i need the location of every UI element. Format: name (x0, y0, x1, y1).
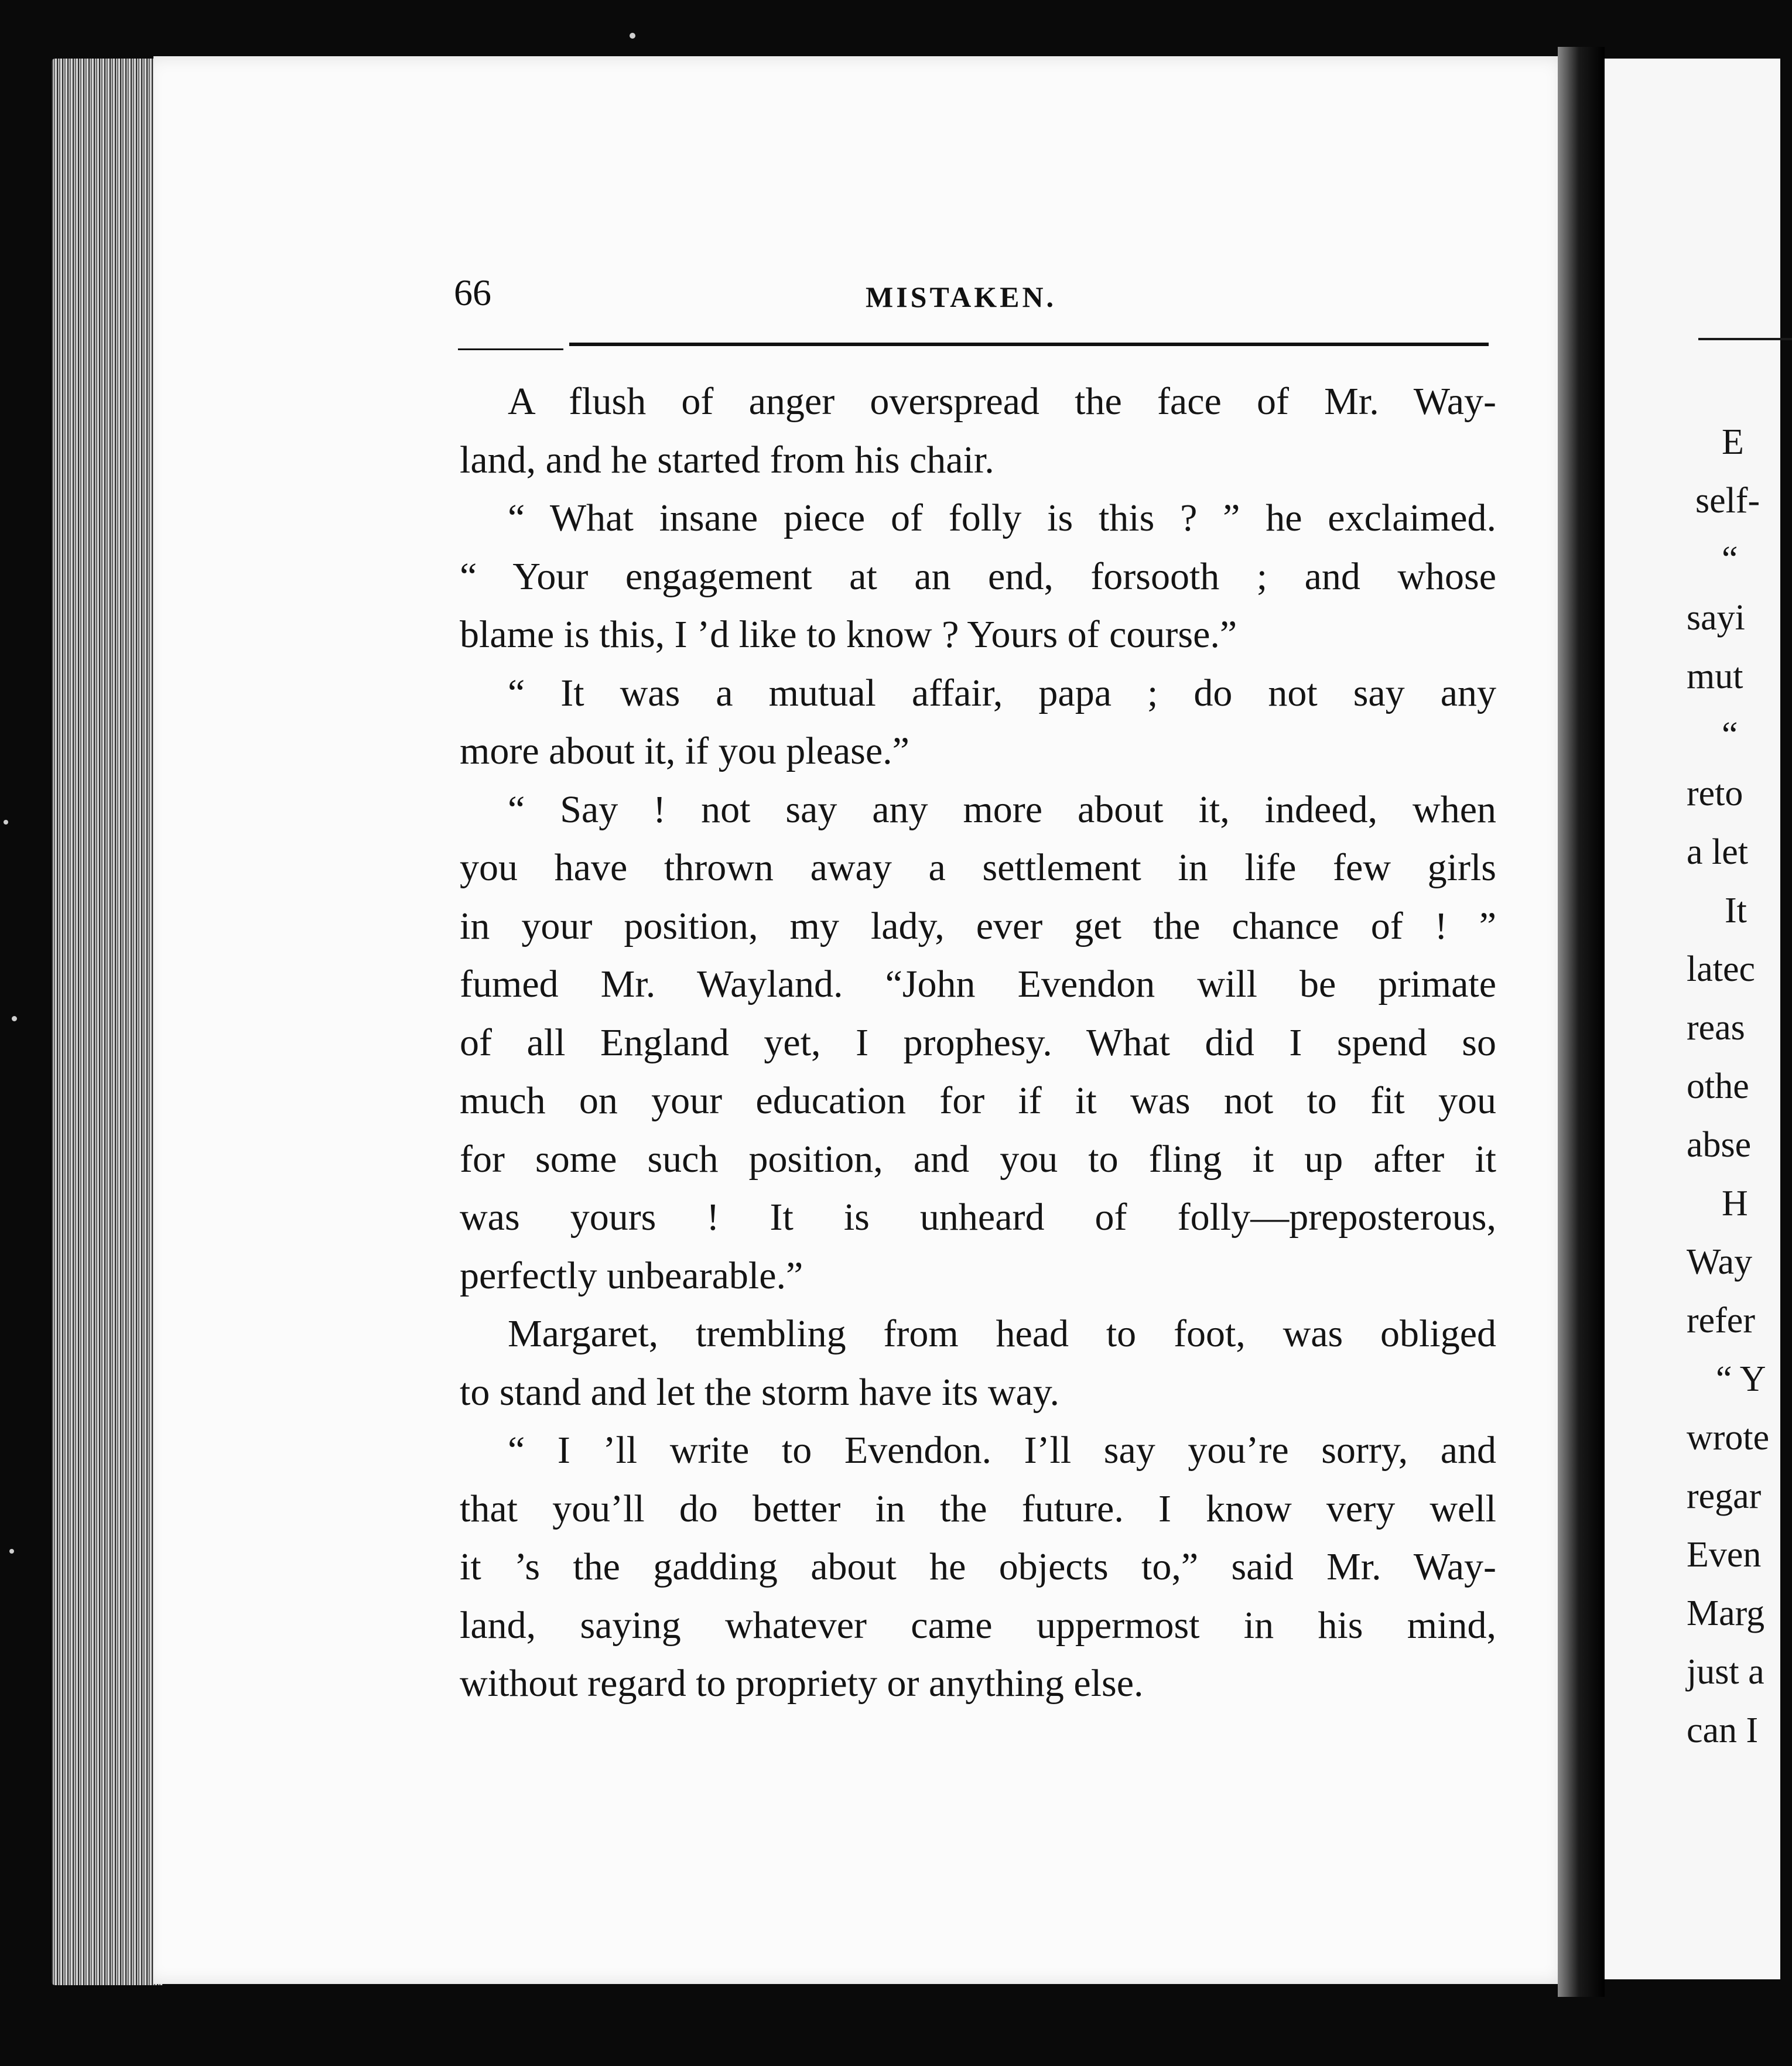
facing-line: latec (1687, 949, 1756, 989)
text-line: fumed Mr. Wayland. “John Evendon will be primate (460, 963, 1496, 1005)
text-line: you have thrown away a settlement in life few girls (460, 846, 1496, 889)
scan-speck (630, 33, 635, 39)
text-line: land, saying whatever came uppermost in his mind, (460, 1603, 1496, 1647)
facing-line: mut (1687, 656, 1743, 696)
text-line: Margaret, trembling from head to foot, was obliged (508, 1312, 1496, 1355)
text-line: that you’ll do better in the future. I know very well (460, 1487, 1496, 1530)
text-line: was yours ! It is unheard of folly—preposterous, (460, 1196, 1496, 1239)
scan-speck (12, 1016, 17, 1021)
text-line: blame is this, I ’d like to know ? Yours of course.” (460, 613, 1237, 656)
text-line: “ Say ! not say any more about it, indeed, when (508, 788, 1496, 831)
text-line: it ’s the gadding about he objects to,” said Mr. Way- (460, 1545, 1496, 1588)
facing-line: E (1722, 422, 1744, 462)
facing-line: “ Y (1716, 1359, 1766, 1399)
text-line: “ Your engagement at an end, forsooth ; and whose (460, 555, 1496, 598)
facing-line: othe (1687, 1066, 1749, 1106)
text-line: of all England yet, I prophesy. What did I spend so (460, 1021, 1496, 1064)
facing-line: “ (1722, 539, 1738, 579)
facing-line: abse (1687, 1125, 1752, 1165)
facing-line: reas (1687, 1008, 1745, 1048)
facing-line: sayi (1687, 598, 1745, 638)
facing-line: wrote (1687, 1418, 1770, 1458)
text-line: to stand and let the storm have its way. (460, 1370, 1059, 1414)
text-line: without regard to propriety or anything else. (460, 1662, 1144, 1705)
body-text (460, 372, 1496, 1713)
book-gutter (1558, 47, 1605, 1997)
facing-line: refer (1687, 1301, 1755, 1340)
text-line: “ I ’ll write to Evendon. I’ll say you’re sorry, and (508, 1429, 1496, 1472)
facing-line: a let (1687, 832, 1748, 872)
facing-line: self- (1695, 481, 1760, 521)
text-line: perfectly unbearable.” (460, 1254, 803, 1297)
text-line: for some such position, and you to fling it up after it (460, 1137, 1496, 1181)
facing-line: just a (1687, 1652, 1764, 1692)
text-line: in your position, my lady, ever get the chance of ! ” (460, 904, 1496, 948)
text-line: “ What insane piece of folly is this ? ” he exclaimed. (508, 497, 1496, 539)
page-edges (52, 59, 163, 1985)
facing-line: “ (1722, 715, 1738, 755)
facing-page (1605, 59, 1780, 1979)
facing-line: Way (1687, 1242, 1753, 1282)
text-line: more about it, if you please.” (460, 730, 909, 772)
facing-line: regar (1687, 1476, 1762, 1516)
text-line: “ It was a mutual affair, papa ; do not say any (508, 671, 1496, 714)
facing-line: H (1722, 1183, 1748, 1223)
page-number: 66 (454, 272, 491, 313)
text-line: land, and he started from his chair. (460, 438, 994, 481)
facing-line: reto (1687, 774, 1743, 813)
scan-speck (9, 1549, 14, 1554)
facing-line: Even (1687, 1535, 1762, 1575)
running-title: MISTAKEN. (866, 281, 1057, 313)
facing-line: It (1725, 891, 1747, 931)
text-line: A flush of anger overspread the face of Mr. Way- (508, 380, 1496, 423)
header-rule (569, 343, 1489, 346)
header-rule (458, 348, 563, 350)
facing-header-rule (1698, 338, 1792, 340)
facing-line: Marg (1687, 1593, 1765, 1633)
facing-line: can I (1687, 1711, 1759, 1750)
text-line: much on your education for if it was not to fit you (460, 1079, 1496, 1122)
scan-speck (4, 820, 8, 825)
